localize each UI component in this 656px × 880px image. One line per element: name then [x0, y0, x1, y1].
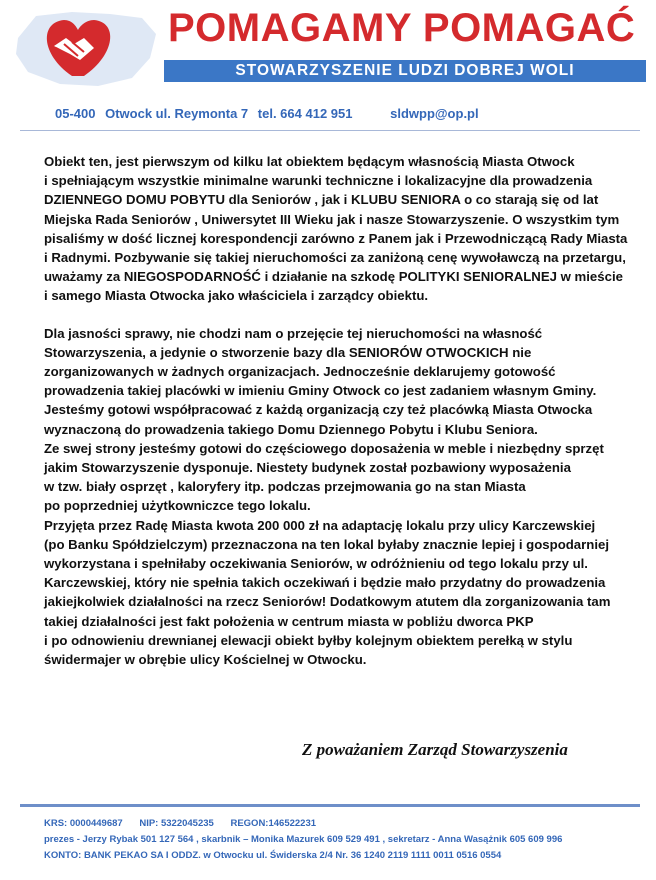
letter-line: Ze swej strony jesteśmy gotowi do częściowego doposażenia w meble i niezbędny sprzęt	[44, 440, 604, 456]
heart-handshake-icon	[14, 8, 160, 88]
board-line: prezes - Jerzy Rybak 501 127 564 , skarbnik – Monika Mazurek 609 529 491 , sekretarz - Anna Wasążnik 605 609 996	[44, 834, 563, 845]
letter-line: jakiejkolwiek działalności na rzecz Seniorów! Dodatkowym atutem dla zorganizowania tam	[44, 594, 611, 610]
letter-line: prowadzenia takiej placówki w imieniu Gminy Otwock co jest zadaniem własnym Gminy.	[44, 383, 597, 399]
header-divider	[20, 130, 640, 131]
krs: KRS: 0000449687	[44, 818, 123, 829]
letter-line: i Radnymi. Pozbywanie się takiej nieruchomości za zaniżoną cenę wywoławczą na przetargu,	[44, 250, 626, 266]
letter-line: (po Banku Spółdzielczym) przeznaczona na ten lokal byłaby znacznie lepiej i gospodarniej	[44, 536, 609, 552]
letter-line: po poprzedniej użytkowniczce tego lokalu.	[44, 498, 311, 514]
letter-line: uważamy za NIEGOSPODARNOŚĆ i działanie na szkodę POLITYKI SENIORALNEJ w mieście	[44, 269, 623, 285]
letter-line: jakim Stowarzyszenie dysponuje. Niestety budynek został pozbawiony wyposażenia	[44, 460, 571, 476]
signature: Z poważaniem Zarząd Stowarzyszenia	[302, 740, 568, 759]
konto-label: KONTO:	[44, 850, 82, 861]
letter-line: i spełniającym wszystkie minimalne warunki techniczne i lokalizacyjne dla prowadzenia	[44, 173, 593, 189]
letter-line: DZIENNEGO DOMU POBYTU dla Seniorów , jak i KLUBU SENIORA o co starają się od lat	[44, 192, 599, 208]
email: sldwpp@op.pl	[390, 106, 479, 121]
letter-line: zorganizowanych w żadnych organizacjach. Jednocześnie deklarujemy gotowość	[44, 364, 556, 380]
bank-line	[44, 848, 562, 864]
registry-line	[44, 816, 562, 832]
letter-line: świdermajer w obrębie ulicy Kościelnej w Otwocku.	[44, 652, 367, 668]
phone: tel. 664 412 951	[257, 106, 353, 121]
letter-line: Karczewskiej, który nie spełnia takich oczekiwań i będzie mało przydatny do prowadzenia	[44, 575, 606, 591]
letter-line: i po odnowieniu drewnianej elewacji obiekt byłby kolejnym obiektem perełką w stylu	[44, 632, 573, 648]
nip: NIP: 5322045235	[139, 818, 214, 829]
paragraph-1	[44, 152, 644, 306]
letter-line: Dla jasności sprawy, nie chodzi nam o przejęcie tej nieruchomości na własność	[44, 325, 543, 341]
postal-code: 05-400	[55, 106, 96, 121]
organization-subtitle: STOWARZYSZENIE LUDZI DOBREJ WOLI	[164, 60, 646, 82]
paragraph-2	[44, 324, 644, 670]
letter-line: pisaliśmy w dość licznej korespondencji zarówno z Panem jak i Przewodniczącą Rady Miasta	[44, 230, 628, 246]
letter-line: Stowarzyszenia, a jedynie o stworzenie bazy dla SENIORÓW OTWOCKICH nie	[44, 344, 532, 360]
letter-line: i samego Miasta Otwocka jako właściciela i zarządcy obiektu.	[44, 288, 429, 304]
konto-value: BANK PEKAO SA I ODDZ. w Otwocku ul. Świderska 2/4 Nr. 36 1240 2119 1111 0011 0516 0554	[83, 850, 502, 861]
footer	[44, 816, 562, 864]
letterhead	[0, 0, 656, 121]
letter-line: w tzw. biały osprzęt , kaloryfery itp. podczas przejmowania go na stan Miasta	[44, 479, 526, 495]
organization-title: POMAGAMY POMAGAĆ	[168, 6, 636, 50]
letter-line: takiej działalności jest fakt położenia w centrum miasta w pobliżu dworca PKP	[44, 613, 534, 629]
footer-divider	[20, 804, 640, 807]
address: Otwock ul. Reymonta 7	[105, 106, 249, 121]
letter-line: Miejska Rada Seniorów , Uniwersytet III Wieku jak i nasze Stowarzyszenie. O wszystkim tym	[44, 211, 620, 227]
letter-line: Obiekt ten, jest pierwszym od kilku lat obiektem będącym własnością Miasta Otwock	[44, 154, 575, 169]
letter-line: wykorzystana i spełniłaby oczekiwania Seniorów, w odróżnieniu od tego lokalu przy ul.	[44, 556, 588, 572]
regon: REGON:146522231	[230, 818, 317, 829]
letter-body	[44, 152, 644, 669]
letter-line: Przyjęta przez Radę Miasta kwota 200 000 zł na adaptację lokalu przy ulicy Karczewskiej	[44, 517, 596, 533]
letter-line: wyznaczoną do prowadzenia takiego Domu Dziennego Pobytu i Klubu Seniora.	[44, 421, 538, 437]
letter-line: Jesteśmy gotowi współpracować z każdą organizacją czy też placówką Miasta Otwocka	[44, 402, 593, 418]
contact-line	[55, 106, 485, 121]
